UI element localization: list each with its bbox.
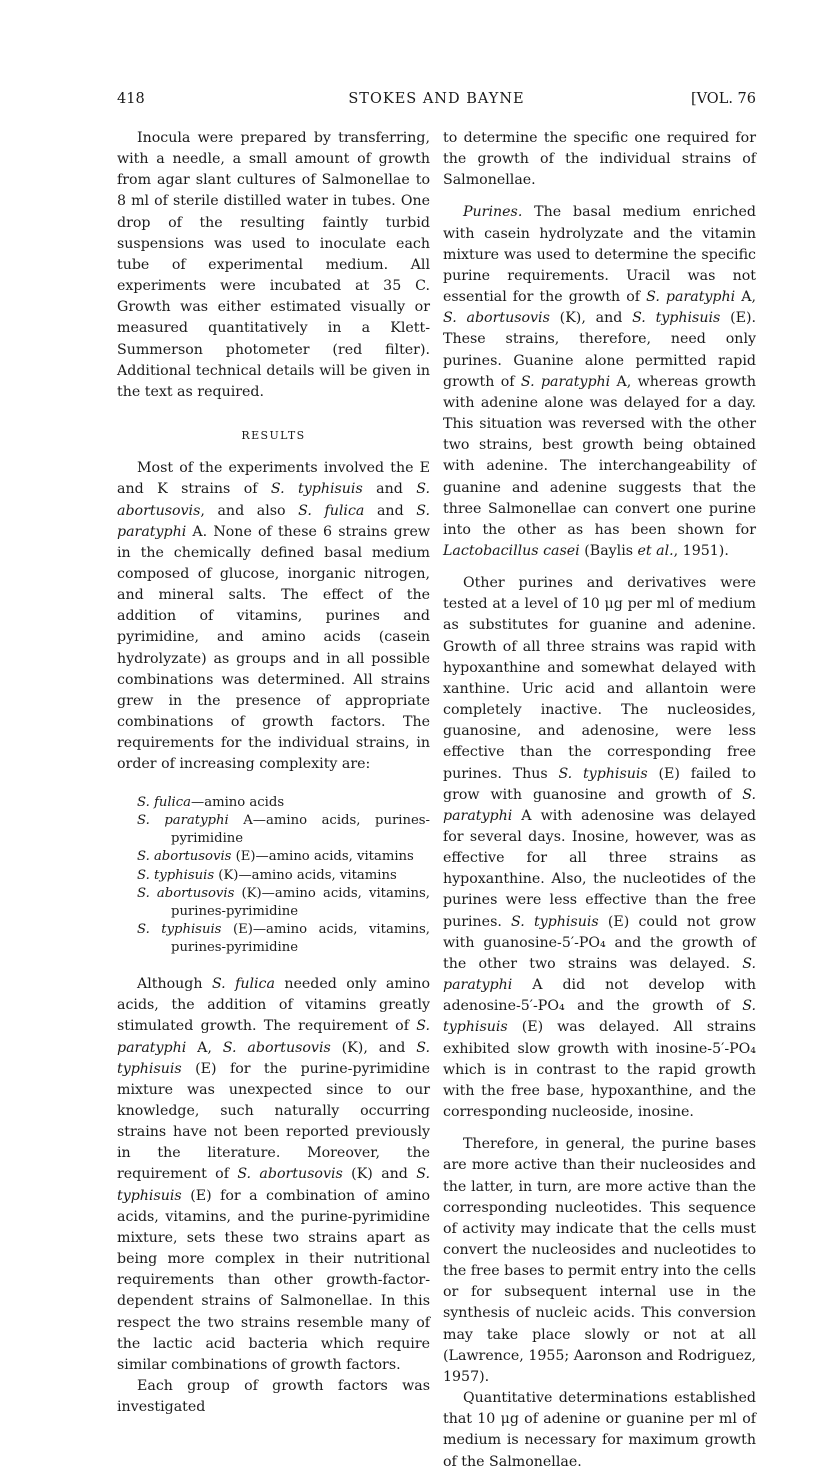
requirements-list [117,794,430,957]
continued-paragraph: to determine the specific one required for the growth of the individual strains of Salmonellae. [443,130,756,189]
conclusion-paragraph: Therefore, in general, the purine bases are more active than their nucleosides and the latter, in turn, are more active than the corresponding nucleotides. This sequence of activity may indicate that the cells must convert the nucleosides and nucleotides to the free bases to permit entry into the cells or for subsequent internal use in the synthesis of nucleic acids. This conversion may take place slowly or not at all (Lawrence, 1955; Aaronson and Rodriguez, 1957). [443,1136,756,1385]
list-item: S. typhisuis (K)—amino acids, vitamins [137,867,397,883]
results-paragraph-1: Most of the experiments involved the E and K strains of S. typhisuis and S. abortusovis, and also S. fulica and S. paratyphi A. None of these 6 strains grew in the chemically defined basal medium composed of glucose, inorganic nitrogen, and mineral salts. The effect of the addition of vitamins, purines and pyrimidine, and amino acids (casein hydrolyzate) as groups and in all possible combinations was determined. All strains grew in the presence of appropriate combinations of growth factors. The requirements for the individual strains, in order of increasing complexity are: [117,460,431,773]
purine-derivatives-paragraph: Other purines and derivatives were tested at a level of 10 μg per ml of medium as substitutes for guanine and adenine. Growth of all three strains was rapid with hypoxanthine and somewhat delayed with xanthine. Uric acid and allantoin were completely inactive. The nucleosides, guanosine, and adenosine, were less effective than the corresponding free purines. Thus S. typhisuis (E) failed to grow with guanosine and growth of S. paratyphi A with adenosine was delayed for several days. Inosine, however, was as effective for all three strains as hypoxanthine. Also, the nucleotides of the purines were less effective than the free purines. S. typhisuis (E) could not grow with guanosine-5′-PO₄ and the growth of the other two strains was delayed. S. paratyphi A did not develop with adenosine-5′-PO₄ and the growth of S. typhisuis (E) was delayed. All strains exhibited slow growth with inosine-5′-PO₄ which is in contrast to the rapid growth with the free base, hypoxanthine, and the corresponding nucleoside, inosine. [443,575,757,1121]
purines-paragraph: Purines. The basal medium enriched with casein hydrolyzate and the vitamin mixture was used to determine the specific purine requirements. Uracil was not essential for the growth of S. paratyphi A, S. abortusovis (K), and S. typhisuis (E). These strains, therefore, need only purines. Guanine alone permitted rapid growth of S. paratyphi A, whereas growth with adenine alone was delayed for a day. This situation was reversed with the other two strains, best growth being obtained with adenine. The interchangeability of guanine and adenine suggests that the three Salmonellae can convert one purine into the other as has been shown for Lactobacillus casei (Baylis et al., 1951). [443,204,757,559]
running-head-authors: STOKES AND BAYNE [348,91,525,107]
list-item: S. fulica—amino acids [137,794,285,810]
volume-label: [VOL. 76 [690,91,756,107]
methods-paragraph: Inocula were prepared by transferring, with a needle, a small amount of growth from agar slant cultures of Salmonellae to 8 ml of sterile distilled water in tubes. One drop of the resulting faintly turbid suspensions was used to inoculate each tube of experimental medium. All experiments were incubated at 35 C. Growth was either estimated visually or measured quantitatively in a Klett-Summerson photometer (red filter). Additional technical details will be given in the text as required. [117,130,430,400]
list-item: S. abortusovis (K)—amino acids, vitamins, purines-pyrimidine [137,886,430,919]
results-heading: RESULTS [241,429,306,443]
running-header [117,91,756,115]
list-item: S. abortusovis (E)—amino acids, vitamins [137,849,414,865]
list-item: S. typhisuis (E)—amino acids, vitamins, purines-pyrimidine [137,922,430,955]
page-number: 418 [117,91,145,107]
list-item: S. paratyphi A—amino acids, purines-pyrimidine [137,813,430,846]
results-paragraph-3: Each group of growth factors was investigated [117,1378,430,1416]
results-paragraph-2: Although S. fulica needed only amino acids, the addition of vitamins greatly stimulated growth. The requirement of S. paratyphi A, S. abortusovis (K), and S. typhisuis (E) for the purine-pyrimidine mixture was unexpected since to our knowledge, such naturally occurring strains have not been reported previously in the literature. Moreover, the requirement of S. abortusovis (K) and S. typhisuis (E) for a combination of amino acids, vitamins, and the purine-pyrimidine mixture, sets these two strains apart as being more complex in their nutritional requirements than other growth-factor-dependent strains of Salmonellae. In this respect the two strains resemble many of the lactic acid bacteria which require similar combinations of growth factors. [117,976,431,1373]
right-column [443,128,756,1473]
left-column [117,128,430,1418]
quantitative-paragraph: Quantitative determinations established that 10 μg of adenine or guanine per ml of medium is necessary for maximum growth of the Salmonellae. [443,1390,756,1470]
